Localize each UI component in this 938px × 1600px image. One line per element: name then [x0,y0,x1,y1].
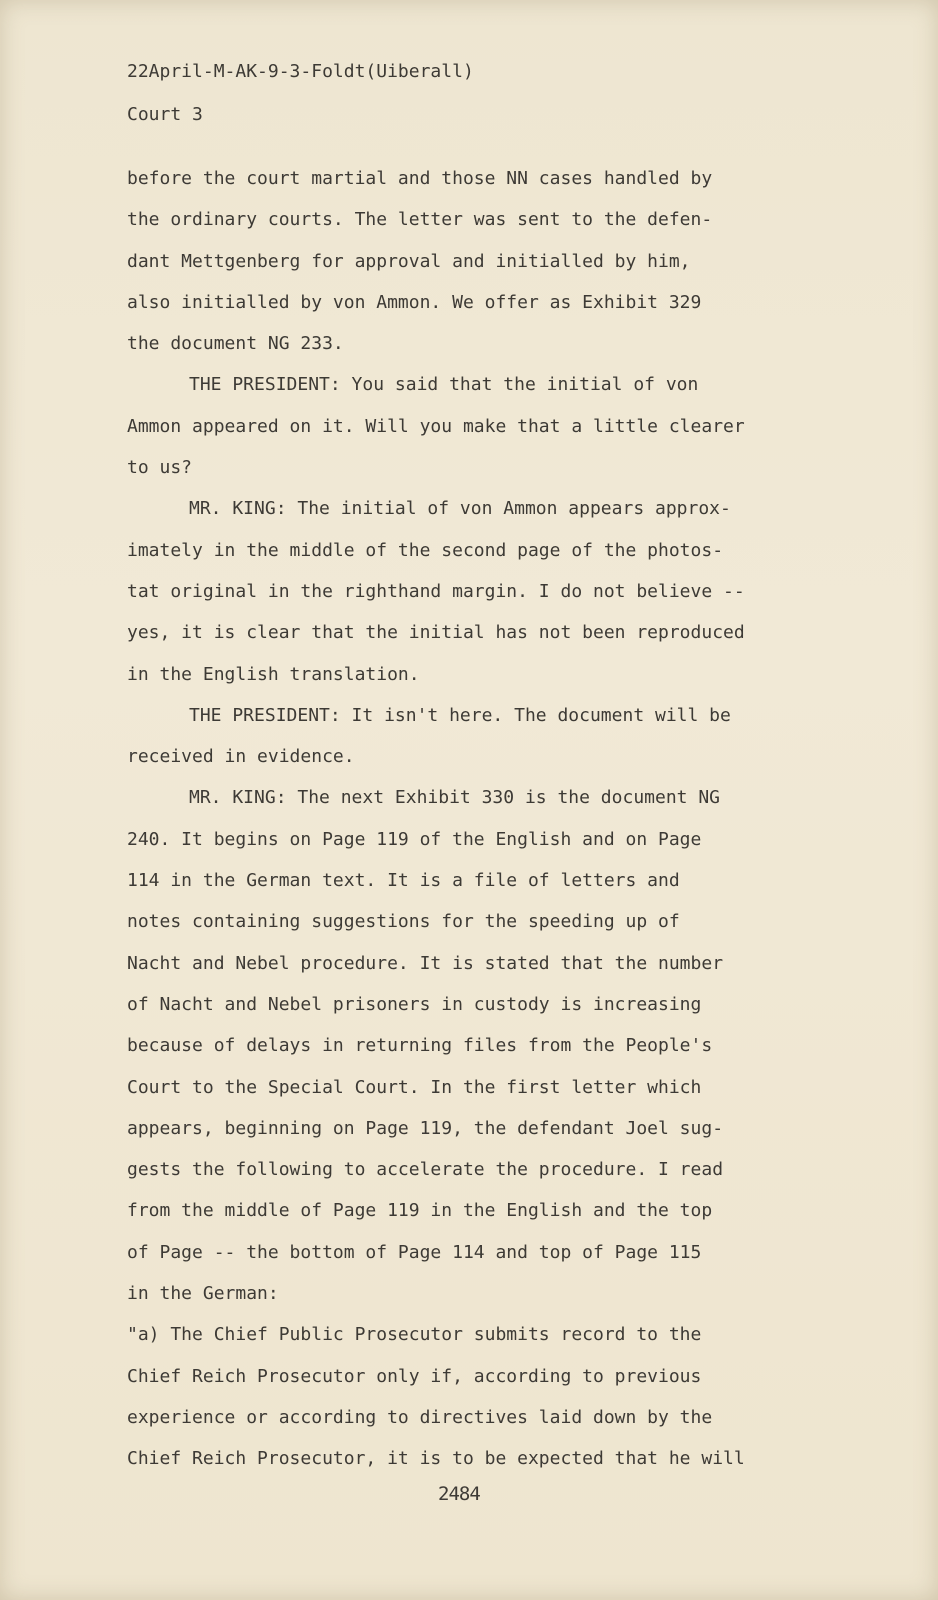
text-line: MR. KING: The next Exhibit 330 is the document NG [189,787,721,809]
text-line: of Page -- the bottom of Page 114 and top of Page 115 [127,1241,702,1263]
text-line: 240. It begins on Page 119 of the English and on Page [127,828,702,850]
text-line: THE PRESIDENT: It isn't here. The document will be [189,704,731,726]
text-line: gests the following to accelerate the procedure. I read [127,1159,724,1181]
text-line: yes, it is clear that the initial has not been reproduced [127,622,745,644]
text-line: received in evidence. [127,746,355,768]
text-line: to us? [127,457,193,479]
text-line: the document NG 233. [127,333,344,355]
text-line: 114 in the German text. It is a file of letters and [127,870,680,892]
court-label: Court 3 [127,104,203,125]
text-line: Chief Reich Prosecutor, it is to be expected that he will [127,1448,745,1470]
text-line: from the middle of Page 119 in the English and the top [127,1200,713,1222]
text-line: dant Mettgenberg for approval and initialled by him, [127,250,691,272]
text-line: appears, beginning on Page 119, the defendant Joel sug- [127,1117,724,1139]
text-line: because of delays in returning files from the People's [127,1035,713,1057]
text-line: in the English translation. [127,663,420,685]
page-number: 2484 [438,1483,480,1505]
text-line: in the German: [127,1283,279,1305]
text-line: experience or according to directives laid down by the [127,1406,713,1428]
text-line: imately in the middle of the second page of the photos- [127,539,724,561]
text-line: THE PRESIDENT: You said that the initial of von [189,374,699,396]
text-line: before the court martial and those NN cases handled by [127,168,713,189]
text-line: of Nacht and Nebel prisoners in custody is increasing [127,993,702,1015]
text-line: notes containing suggestions for the speeding up of [127,911,680,933]
text-line: the ordinary courts. The letter was sent to the defen- [127,209,713,231]
text-line: Nacht and Nebel procedure. It is stated that the number [127,952,724,974]
text-line: Court to the Special Court. In the first letter which [127,1076,702,1098]
transcript-body [127,158,842,1480]
text-line: also initialled by von Ammon. We offer as Exhibit 329 [127,291,702,313]
document-id: 22April-M-AK-9-3-Foldt(Uiberall) [127,61,474,82]
text-line: Ammon appeared on it. Will you make that a little clearer [127,415,745,437]
text-line: Chief Reich Prosecutor only if, according to previous [127,1365,702,1387]
text-line: "a) The Chief Public Prosecutor submits record to the [127,1324,702,1346]
text-line: MR. KING: The initial of von Ammon appears approx- [189,498,731,520]
text-line: tat original in the righthand margin. I do not believe -- [127,580,745,602]
